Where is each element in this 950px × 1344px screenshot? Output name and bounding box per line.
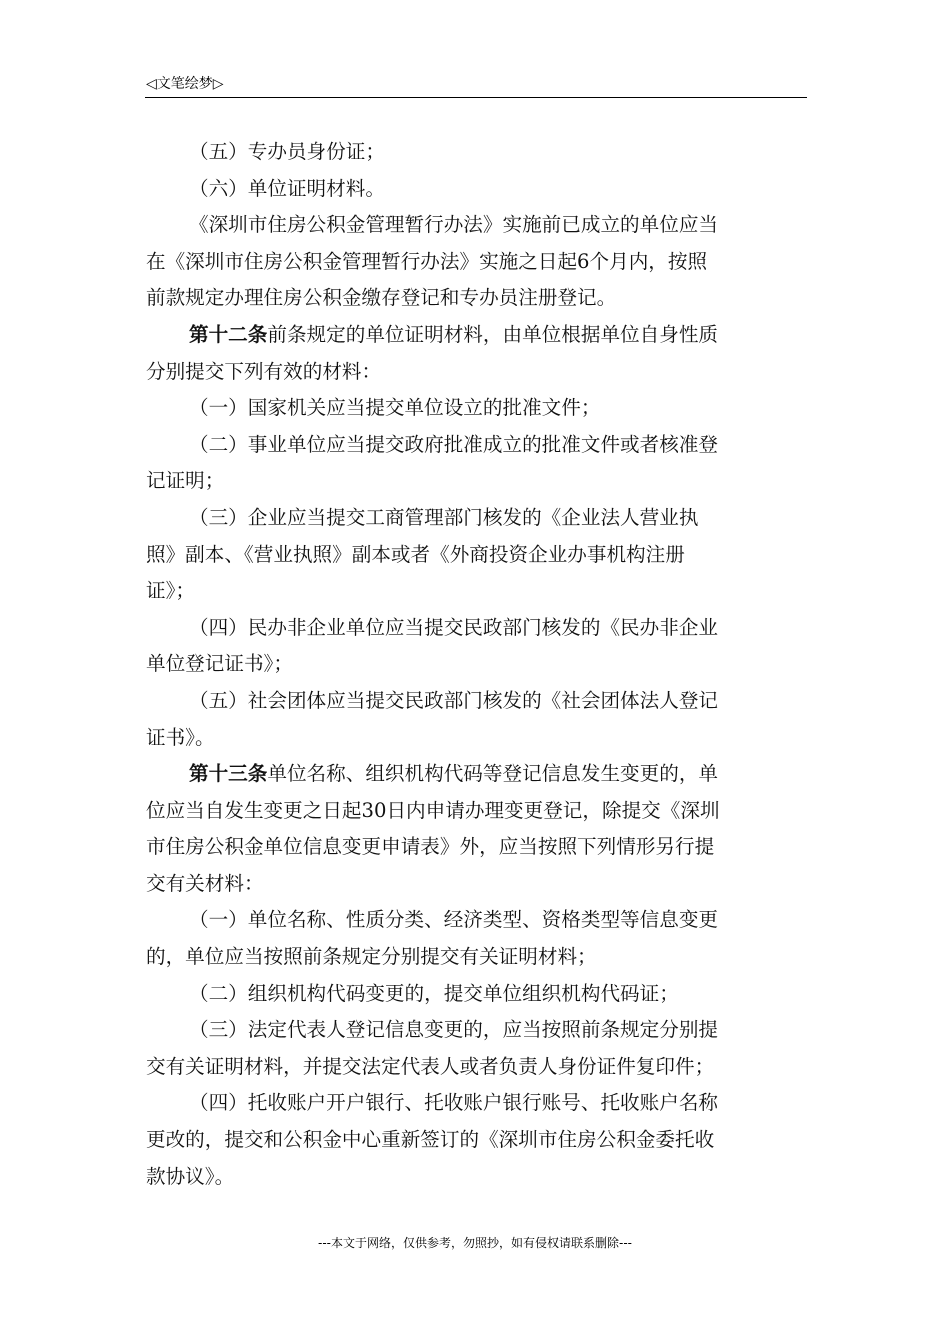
paragraph-line: 交有关证明材料，并提交法定代表人或者负责人身份证件复印件； [146, 1054, 715, 1078]
paragraph-line: （一）单位名称、性质分类、经济类型、资格类型等信息变更 [189, 908, 719, 932]
paragraph-line: （五）社会团体应当提交民政部门核发的《社会团体法人登记 [189, 688, 719, 712]
paragraph-line: （一）国家机关应当提交单位设立的批准文件； [189, 396, 601, 420]
page-footer-disclaimer: ---本文于网络，仅供参考，勿照抄，如有侵权请联系删除--- [318, 1236, 632, 1250]
paragraph-text: 单位名称、组织机构代码等登记信息发生变更的，单 [267, 762, 719, 786]
paragraph-text: 前条规定的单位证明材料，由单位根据单位自身性质 [267, 322, 719, 346]
paragraph-line: （三）法定代表人登记信息变更的，应当按照前条规定分别提 [189, 1018, 719, 1042]
paragraph-line: 更改的，提交和公积金中心重新签订的《深圳市住房公积金委托收 [146, 1128, 715, 1152]
paragraph-line: 单位登记证书》； [146, 652, 293, 676]
page-header-title: ◁文笔绘梦▷ [146, 76, 224, 92]
article-13-first-line [146, 756, 806, 793]
paragraph-line: 《深圳市住房公积金管理暂行办法》实施前已成立的单位应当 [189, 213, 719, 237]
article-13-label: 第十三条 [189, 762, 268, 786]
paragraph-line: 位应当自发生变更之日起30日内申请办理变更登记，除提交《深圳 [146, 798, 720, 822]
paragraph-line: 的，单位应当按照前条规定分别提交有关证明材料； [146, 945, 597, 969]
paragraph-line: 照》副本、《营业执照》副本或者《外商投资企业办事机构注册 [146, 542, 685, 566]
paragraph-line: 分别提交下列有效的材料： [146, 359, 382, 383]
paragraph-line: 证》； [146, 579, 195, 603]
paragraph-line: （六）单位证明材料。 [189, 176, 385, 200]
paragraph-line: （五）专办员身份证； [189, 140, 385, 163]
paragraph-line: （三）企业应当提交工商管理部门核发的《企业法人营业执 [189, 505, 699, 529]
paragraph-line: （四）托收账户开户银行、托收账户银行账号、托收账户名称 [189, 1091, 719, 1115]
paragraph-line: 在《深圳市住房公积金管理暂行办法》实施之日起6个月内，按照 [146, 249, 708, 273]
paragraph-line: 交有关材料： [146, 871, 264, 895]
paragraph-line: （四）民办非企业单位应当提交民政部门核发的《民办非企业 [189, 615, 719, 639]
paragraph-line: 前款规定办理住房公积金缴存登记和专办员注册登记。 [146, 286, 617, 310]
paragraph-line: 记证明； [146, 469, 225, 493]
paragraph-line: （二）事业单位应当提交政府批准成立的批准文件或者核准登 [189, 432, 719, 456]
paragraph-line: 款协议》。 [146, 1164, 235, 1188]
header-divider [145, 97, 807, 98]
paragraph-line: 市住房公积金单位信息变更申请表》外，应当按照下列情形另行提 [146, 835, 715, 859]
paragraph-line: 证书》。 [146, 725, 215, 749]
paragraph-line: （二）组织机构代码变更的，提交单位组织机构代码证； [189, 981, 679, 1005]
article-12-label: 第十二条 [189, 322, 268, 346]
document-body [146, 134, 806, 1195]
article-12-first-line [146, 317, 806, 354]
